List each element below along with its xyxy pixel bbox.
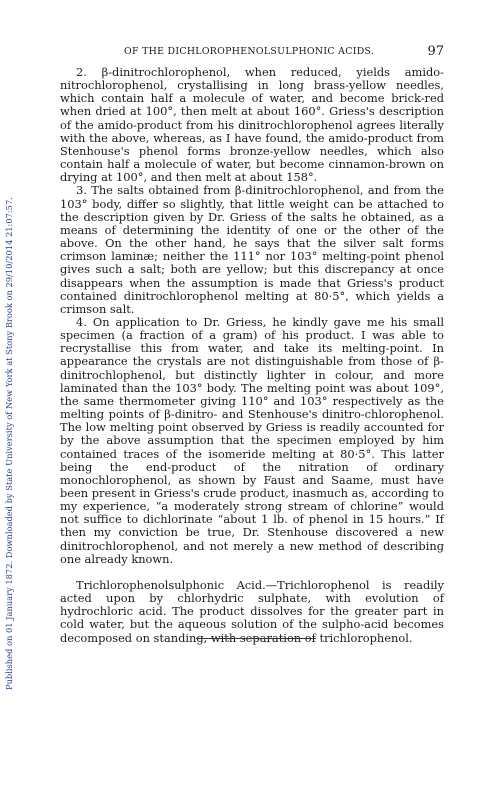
paragraph-item-3: 3. The salts obtained from β-dinitrochlorophenol, and from the 103° body, differ so slightly, that little weight can be attached to the description given by Dr. Griess of the salts he obtained, as a means of determining the identity of one or the other of the above. On the other hand, he says that the silver salt forms crimson laminæ; neither the 111° nor 103° melting-point phenol gives such a salt; both are yellow; but this discrepancy at once disappears when the assumption is made that Griess's product contained dinitrochlorophenol melting at 80·5°, which yields a crimson salt. <box>60 183 444 316</box>
page-header <box>60 46 444 60</box>
paragraph-item-2: 2. β-dinitrochlorophenol, when reduced, yields amido-nitrochlorophenol, crystallising in long brass-yellow needles, which contain half a molecule of water, and become brick-red when dried at 100°, then melt at about 160°. Griess's description of the amido-product from his dinitrochlorophenol agrees literally with the above, whereas, as I have found, the amido-product from Stenhouse's phenol forms bronze-yellow needles, which also contain half a molecule of water, but become cinnamon-brown on drying at 100°, and then melt at about 158°. <box>60 65 444 185</box>
article-body <box>60 66 444 645</box>
paragraph-item-4: 4. On application to Dr. Griess, he kindly gave me his small specimen (a fraction of a gram) of his product. I was able to recrystallise this from water, and take its melting-point. In appearance the crystals are not distinguishable from those of β-dinitrochlophenol, but distinctly lighter in colour, and more laminated than the 103° body. The melting point was about 109°, the same thermometer giving 110° and 103° respectively as the melting points of β-dinitro- and Stenhouse's dinitro-chlorophenol. The low melting point observed by Griess is readily accounted for by the above assumption that the specimen employed by him contained traces of the isomeride melting at 80·5°. This latter being the end-product of the nitration of ordinary monochlorophenol, as shown by Faust and Saame, must have been present in Griess's crude product, inasmuch as, according to my experience, “a moderately strong stream of chlorine” would not suffice to dichlorinate “about 1 lb. of phenol in 15 hours.” If then my conviction be true, Dr. Stenhouse discovered a new dinitrochlorophenol, and not merely a new method of describing one already known. <box>60 314 444 566</box>
closing-rule <box>196 638 316 639</box>
page-number: 97 <box>427 44 444 59</box>
section-trichlorophenolsulphonic-acid: Trichlorophenolsulphonic Acid.—Trichlorophenol is readily acted upon by chlorhydric sulphate, with evolution of hydrochloric acid. The product dissolves for the greater part in cold water, but the aqueous solution of the sulpho-acid becomes decomposed on standing, with separation of trichlorophenol. <box>60 577 444 645</box>
publication-margin-note <box>4 30 18 690</box>
running-title: OF THE DICHLOROPHENOLSULPHONIC ACIDS. <box>124 46 375 57</box>
publication-note-text: Published on 01 January 1872. Downloaded by State University of New York at Stony Brook on 29/10/2014 21:07:57. <box>4 197 14 690</box>
